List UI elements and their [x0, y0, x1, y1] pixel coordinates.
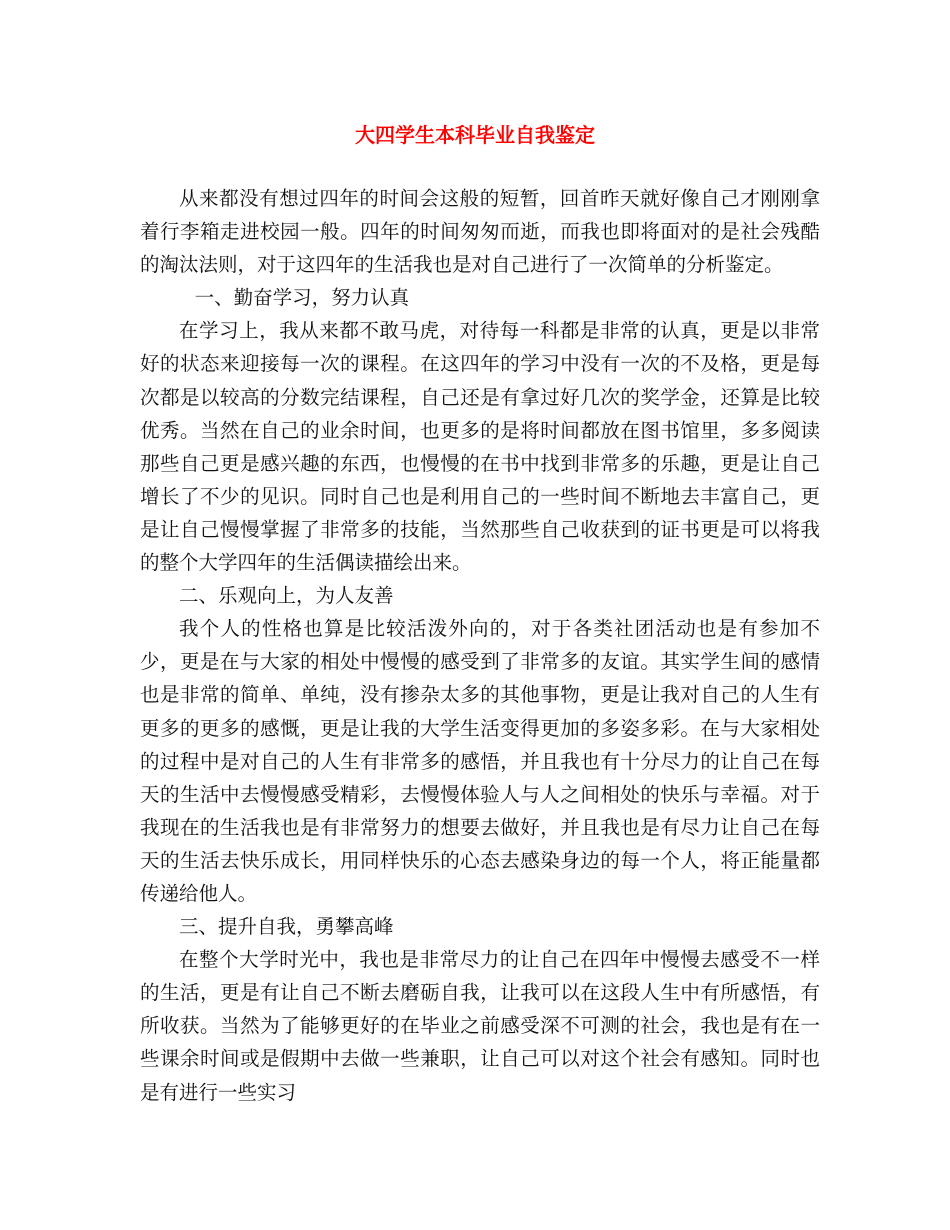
- study-paragraph: 在学习上，我从来都不敢马虎，对待每一科都是非常的认真，更是以非常好的状态来迎接每一次的课程。在这四年的学习中没有一次的不及格，更是每次都是以较高的分数完结课程，自己还是有拿过好几次的奖学金，还算是比较优秀。当然在自己的业余时间，也更多的是将时间都放在图书馆里，多多阅读那些自己更是感兴趣的东西，也慢慢的在书中找到非常多的乐趣，更是让自己增长了不少的见识。同时自己也是利用自己的一些时间不断地去丰富自己，更是让自己慢慢掌握了非常多的技能，当然那些自己收获到的证书更是可以将我的整个大学四年的生活偶读描绘出来。: [140, 319, 820, 575]
- document-title: 大四学生本科毕业自我鉴定: [355, 123, 595, 147]
- document-body: [140, 182, 820, 1109]
- section-heading-attitude: 二、乐观向上，为人友善: [179, 584, 394, 608]
- section-heading-study: 一、勤奋学习，努力认真: [194, 286, 410, 310]
- attitude-paragraph: 我个人的性格也算是比较活泼外向的，对于各类社团活动也是有参加不少，更是在与大家的相处中慢慢的感受到了非常多的友谊。其实学生间的感情也是非常的简单、单纯，没有掺杂太多的其他事物，更是让我对自己的人生有更多的更多的感慨，更是让我的大学生活变得更加的多姿多彩。在与大家相处的过程中是对自己的人生有非常多的感悟，并且我也有十分尽力的让自己在每天的生活中去慢慢感受精彩，去慢慢体验人与人之间相处的快乐与幸福。对于我现在的生活我也是有非常努力的想要去做好，并且我也是有尽力让自己在每天的生活去快乐成长，用同样快乐的心态去感染身边的每一个人，将正能量都传递给他人。: [140, 617, 820, 905]
- growth-paragraph: 在整个大学时光中，我也是非常尽力的让自己在四年中慢慢去感受不一样的生活，更是有让自己不断去磨砺自我，让我可以在这段人生中有所感悟，有所收获。当然为了能够更好的在毕业之前感受深不可测的社会，我也是有在一些课余时间或是假期中去做一些兼职，让自己可以对这个社会有感知。同时也是有进行一些实习: [140, 948, 820, 1104]
- intro-paragraph: 从来都没有想过四年的时间会这般的短暂，回首昨天就好像自己才刚刚拿着行李箱走进校园一般。四年的时间匆匆而逝，而我也即将面对的是社会残酷的淘汰法则，对于这四年的生活我也是对自己进行了一次简单的分析鉴定。: [140, 187, 820, 277]
- section-heading-growth: 三、提升自我，勇攀高峰: [179, 915, 394, 939]
